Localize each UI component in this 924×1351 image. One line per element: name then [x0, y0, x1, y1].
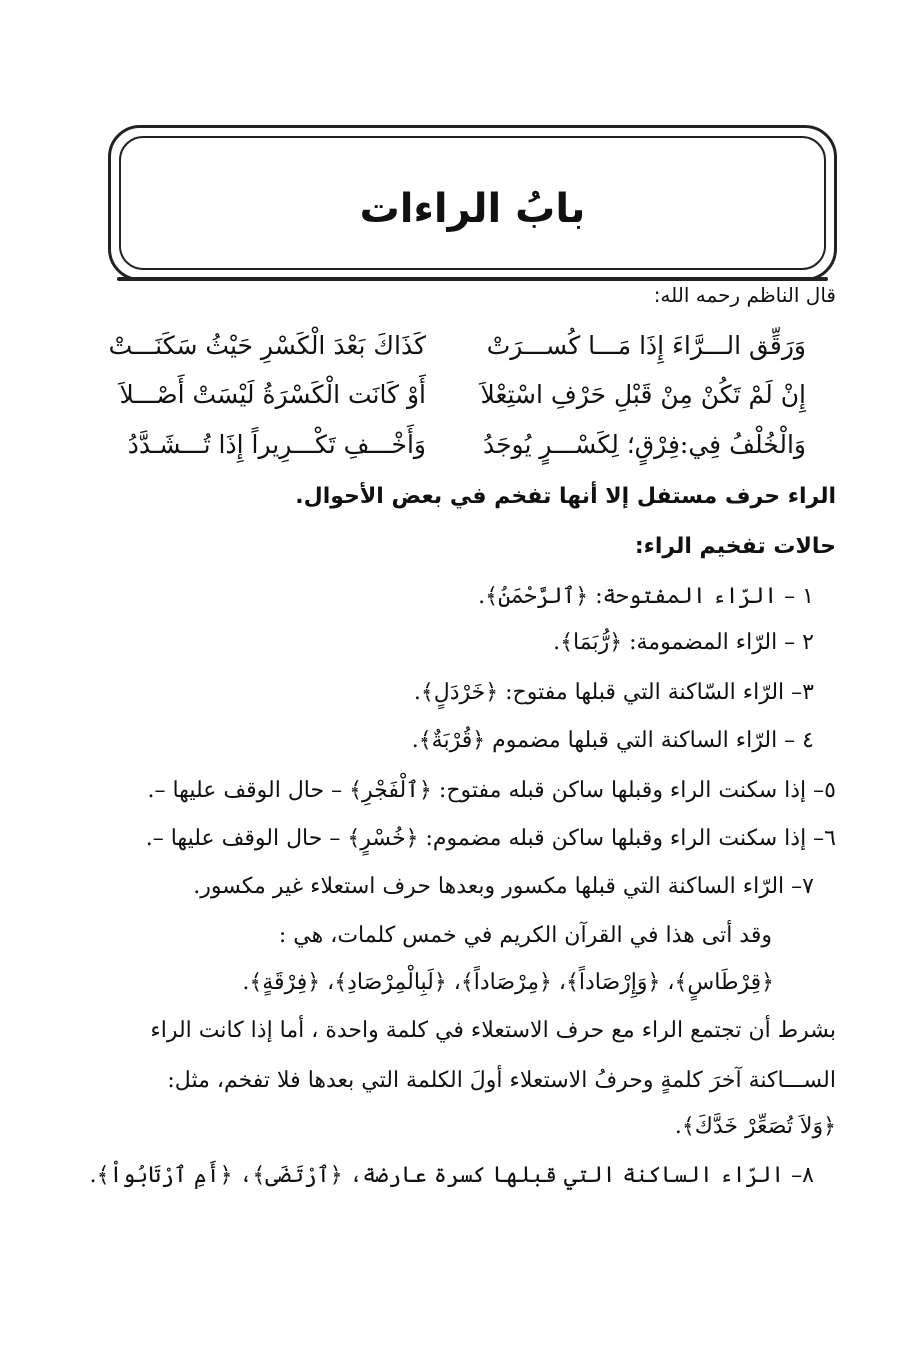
verse-2-right: إِنْ لَمْ تَكُنْ مِنْ قَبْلِ حَرْفِ اسْتِعْلاَ [480, 380, 806, 409]
condition-line-1: بشرط أن تجتمع الراء مع حرف الاستعلاء في كلمة واحدة ، أما إذا كانت الراء [150, 1018, 836, 1043]
chapter-title-frame [108, 125, 837, 281]
case-5: ٥– إذا سكنت الراء وقبلها ساكن قبله مفتوح: ﴿ٱلْفَجْرِ﴾ – حال الوقف عليها –. [147, 778, 836, 803]
case-6: ٦– إذا سكنت الراء وقبلها ساكن قبله مضموم: ﴿خُسْرٍ﴾ – حال الوقف عليها –. [145, 826, 836, 851]
note-intro: وقد أتى هذا في القرآن الكريم في خمس كلمات، هي : [278, 923, 772, 948]
verse-3-right: وَالْخُلْفُ فِي:فِرْقٍ؛ لِكَسْـــرٍ يُوجَدُ [482, 430, 806, 459]
chapter-title: بابُ الراءات [359, 186, 586, 232]
case-3: ٣– الرّاء السّاكنة التي قبلها مفتوح: ﴿خَرْدَلٍ﴾. [413, 680, 814, 705]
verse-3-left: وَأَخْـــفِ تَكْـــرِيراً إِذَا تُـــشَـدَّدُ [127, 430, 426, 459]
cases-heading: حالات تفخيم الراء: [634, 534, 836, 559]
verse-1-right: وَرَقِّق الـــرَّاءَ إِذَا مَـــا كُســـرَتْ [486, 331, 806, 360]
note-words: ﴿قِرْطَاسٍ﴾، ﴿وَإِرْصَاداً﴾، ﴿مِرْصَاداً﴾، ﴿لَبِالْمِرْصَادِ﴾، ﴿فِرْقَةٍ﴾. [242, 970, 774, 995]
verse-1-left: كَذَاكَ بَعْدَ الْكَسْرِ حَيْثُ سَكَنَـــتْ [108, 331, 426, 360]
condition-line-2: الســـاكنة آخرَ كلمةٍ وحرفُ الاستعلاء أولَ الكلمة التي بعدها فلا تفخم، مثل: [167, 1068, 836, 1093]
condition-example: ﴿وَلاَ تُصَعِّرْ خَدَّكَ﴾. [674, 1114, 836, 1139]
intro-line: قال الناظم رحمه الله: [653, 283, 836, 307]
chapter-title-inner-frame [119, 136, 826, 270]
case-1: ١ – الرّاء المفتوحة: ﴿ٱلرَّحْمَنُ﴾. [478, 584, 814, 609]
case-7: ٧– الرّاء الساكنة التي قبلها مكسور وبعدها حرف استعلاء غير مكسور. [193, 874, 814, 899]
case-8: ٨– الرّاء الساكنة التي قبلها كسرة عارضة، ﴿ٱرْتَضَى﴾، ﴿أَمِ ٱرْتَابُواْ﴾. [89, 1163, 814, 1188]
rule-statement: الراء حرف مستفل إلا أنها تفخم في بعض الأحوال. [295, 484, 836, 509]
verse-2-left: أَوْ كَانَت الْكَسْرَةُ لَيْسَتْ أَصْـــلاَ [119, 380, 426, 409]
case-2: ٢ – الرّاء المضمومة: ﴿رُّبَمَا﴾. [553, 630, 814, 655]
chapter-title-underline [117, 277, 828, 281]
case-4: ٤ – الرّاء الساكنة التي قبلها مضموم ﴿قُرْبَةٌ﴾. [411, 728, 814, 753]
